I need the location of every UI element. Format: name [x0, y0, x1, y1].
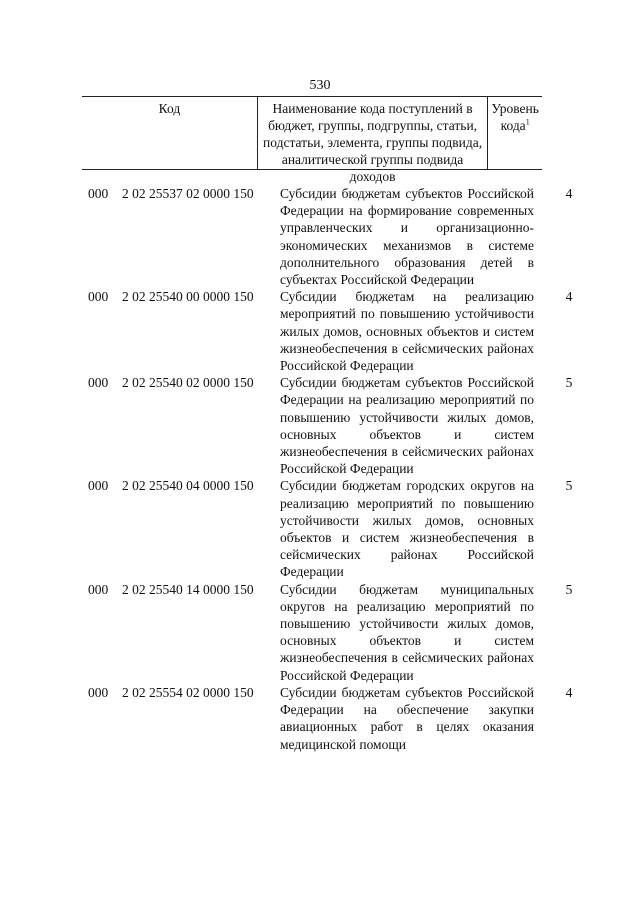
- row-revenue-code: 2 02 25540 02 0000 150: [122, 375, 254, 391]
- row-revenue-code: 2 02 25540 14 0000 150: [122, 581, 254, 597]
- row-level: 5: [565, 581, 573, 597]
- table-header: [82, 96, 542, 184]
- header-level: [488, 97, 542, 169]
- row-revenue-code: 2 02 25540 04 0000 150: [122, 478, 254, 494]
- table-row: [82, 288, 602, 374]
- row-admin-code: 000: [88, 289, 109, 305]
- row-revenue-code: 2 02 25540 00 0000 150: [122, 289, 254, 305]
- table-row: [82, 185, 602, 288]
- row-revenue-name: Субсидии бюджетам на реализацию мероприятий по повышению устойчивости жилых домов, основных объектов и систем жизнеобеспечения в сейсмических районах Российской Федерации: [280, 289, 534, 374]
- row-revenue-name: Субсидии бюджетам субъектов Российской Федерации на обеспечение закупки авиационных работ в целях оказания медицинской помощи: [280, 684, 534, 752]
- row-level: 5: [565, 375, 573, 391]
- row-admin-code: 000: [88, 684, 109, 700]
- row-admin-code: 000: [88, 478, 109, 494]
- header-code: Код: [82, 97, 258, 169]
- row-level: 4: [565, 186, 573, 201]
- header-level-label: Уровень кода: [491, 101, 539, 133]
- table-row: [82, 477, 602, 580]
- header-name: Наименование кода поступлений в бюджет, группы, подгруппы, статьи, подстатьи, элемента, группы подвида, аналитической группы подвида доходов: [258, 97, 488, 169]
- row-revenue-code: 2 02 25554 02 0000 150: [122, 684, 254, 700]
- table-row: [82, 374, 602, 477]
- row-level: 4: [565, 289, 573, 305]
- row-level: 5: [565, 478, 573, 494]
- table-row: [82, 581, 602, 684]
- table-body: [82, 185, 602, 753]
- row-admin-code: 000: [88, 186, 109, 201]
- row-admin-code: 000: [88, 375, 109, 391]
- row-revenue-name: Субсидии бюджетам субъектов Российской Федерации на реализацию мероприятий по повышению устойчивости жилых домов, основных объектов и систем жизнеобеспечения в сейсмических районах Российской Федерации: [280, 375, 534, 477]
- row-revenue-name: Субсидии бюджетам субъектов Российской Федерации на формирование современных управленческих и организационно-экономических механизмов в системе дополнительного образования детей в субъектах Российской Федерации: [280, 186, 534, 288]
- row-revenue-name: Субсидии бюджетам муниципальных округов на реализацию мероприятий по повышению устойчивости жилых домов, основных объектов и систем жизнеобеспечения в сейсмических районах Российской Федерации: [280, 581, 534, 683]
- row-revenue-name: Субсидии бюджетам городских округов на реализацию мероприятий по повышению устойчивости жилых домов, основных объектов и систем жизнеобеспечения в сейсмических районах Российской Федерации: [280, 478, 534, 580]
- row-level: 4: [565, 684, 573, 700]
- table-row: [82, 684, 602, 753]
- row-admin-code: 000: [88, 581, 109, 597]
- header-level-footnote: 1: [525, 117, 530, 127]
- page-number: 530: [309, 78, 331, 93]
- row-revenue-code: 2 02 25537 02 0000 150: [122, 186, 254, 201]
